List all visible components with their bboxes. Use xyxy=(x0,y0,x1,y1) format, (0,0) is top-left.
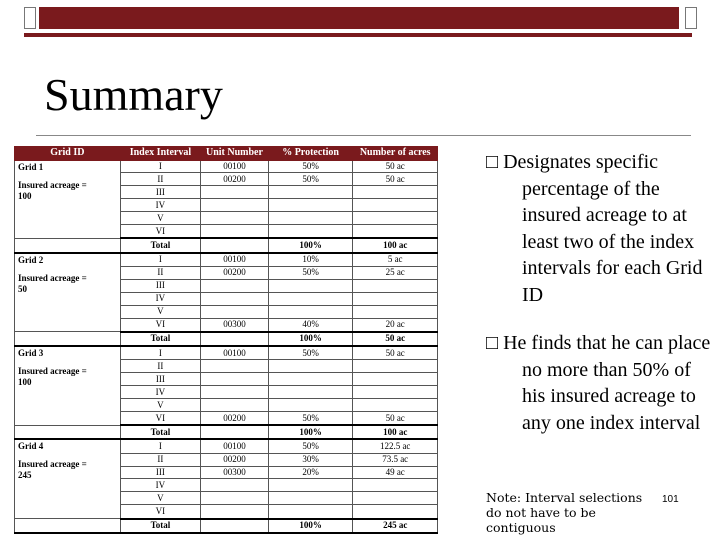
total-acres-cell: 100 ac xyxy=(353,238,438,252)
protection-cell xyxy=(268,279,353,292)
protection-cell xyxy=(268,360,353,373)
acres-cell xyxy=(353,505,438,519)
total-unit-cell xyxy=(201,425,269,439)
total-label-cell: Total xyxy=(120,332,200,346)
total-acres-cell: 100 ac xyxy=(353,425,438,439)
table-row xyxy=(15,439,438,453)
grid-id-blank-cell xyxy=(15,332,121,346)
table-row xyxy=(15,346,438,360)
unit-number-cell: 00100 xyxy=(201,253,269,267)
total-row xyxy=(15,332,438,346)
insured-acreage-value: 245 xyxy=(18,470,32,481)
grid-id-blank-cell xyxy=(15,425,121,439)
acres-cell: 73.5 ac xyxy=(353,453,438,466)
index-interval-cell: II xyxy=(120,453,200,466)
grid-id-blank-cell xyxy=(15,519,121,533)
acres-cell xyxy=(353,212,438,225)
spacer xyxy=(18,452,117,459)
grid-label: Grid 3 xyxy=(18,348,44,359)
acres-cell: 25 ac xyxy=(353,266,438,279)
acres-cell xyxy=(353,292,438,305)
spacer xyxy=(18,266,117,273)
insured-acreage-value: 100 xyxy=(18,377,32,388)
protection-cell xyxy=(268,399,353,412)
header-unit-number: Unit Number xyxy=(201,147,269,161)
header-square-left xyxy=(24,7,36,29)
index-interval-cell: VI xyxy=(120,505,200,519)
protection-cell xyxy=(268,373,353,386)
table-body xyxy=(15,160,438,533)
bullet-marker: □ xyxy=(486,151,504,173)
protection-cell: 30% xyxy=(268,453,353,466)
table-row xyxy=(15,160,438,173)
spacer xyxy=(18,359,117,366)
unit-number-cell xyxy=(201,212,269,225)
index-interval-cell: III xyxy=(120,279,200,292)
unit-number-cell: 00200 xyxy=(201,266,269,279)
total-unit-cell xyxy=(201,332,269,346)
grid-id-cell xyxy=(15,160,121,238)
header-underline xyxy=(24,33,692,37)
total-label-cell: Total xyxy=(120,425,200,439)
grid-label: Grid 1 xyxy=(18,161,44,172)
spacer xyxy=(18,173,117,180)
index-interval-cell: III xyxy=(120,466,200,479)
acres-cell xyxy=(353,386,438,399)
index-interval-cell: VI xyxy=(120,225,200,239)
protection-cell xyxy=(268,386,353,399)
index-interval-cell: IV xyxy=(120,292,200,305)
insured-acreage-label: Insured acreage = xyxy=(18,459,87,470)
acres-cell xyxy=(353,373,438,386)
acres-cell xyxy=(353,199,438,212)
protection-cell: 50% xyxy=(268,346,353,360)
index-interval-cell: V xyxy=(120,305,200,318)
protection-cell: 20% xyxy=(268,466,353,479)
acres-cell: 50 ac xyxy=(353,412,438,426)
unit-number-cell: 00100 xyxy=(201,346,269,360)
total-label-cell: Total xyxy=(120,238,200,252)
total-protection-cell: 100% xyxy=(268,238,353,252)
acres-cell: 49 ac xyxy=(353,466,438,479)
total-acres-cell: 245 ac xyxy=(353,519,438,533)
unit-number-cell xyxy=(201,225,269,239)
unit-number-cell xyxy=(201,479,269,492)
protection-cell: 40% xyxy=(268,318,353,332)
insured-acreage-label: Insured acreage = xyxy=(18,179,87,190)
index-interval-cell: I xyxy=(120,439,200,453)
bullet-list xyxy=(486,149,718,436)
total-protection-cell: 100% xyxy=(268,425,353,439)
protection-cell: 50% xyxy=(268,266,353,279)
acres-cell xyxy=(353,492,438,505)
bullet-item xyxy=(486,149,718,308)
index-interval-cell: III xyxy=(120,373,200,386)
unit-number-cell xyxy=(201,279,269,292)
index-interval-cell: II xyxy=(120,266,200,279)
title-divider xyxy=(36,135,691,136)
index-interval-cell: I xyxy=(120,346,200,360)
index-interval-cell: I xyxy=(120,160,200,173)
protection-cell xyxy=(268,305,353,318)
index-interval-cell: VI xyxy=(120,318,200,332)
acres-cell xyxy=(353,360,438,373)
unit-number-cell xyxy=(201,399,269,412)
total-protection-cell: 100% xyxy=(268,332,353,346)
slide-title: Summary xyxy=(44,69,223,120)
protection-cell xyxy=(268,186,353,199)
index-interval-cell: V xyxy=(120,399,200,412)
header-protection: % Protection xyxy=(268,147,353,161)
index-interval-cell: IV xyxy=(120,386,200,399)
unit-number-cell: 00100 xyxy=(201,160,269,173)
unit-number-cell xyxy=(201,186,269,199)
index-interval-cell: V xyxy=(120,492,200,505)
unit-number-cell: 00200 xyxy=(201,173,269,186)
protection-cell: 50% xyxy=(268,173,353,186)
protection-cell: 50% xyxy=(268,439,353,453)
insured-acreage-value: 100 xyxy=(18,190,32,201)
table-row xyxy=(15,253,438,267)
unit-number-cell: 00300 xyxy=(201,466,269,479)
protection-cell xyxy=(268,479,353,492)
total-row xyxy=(15,238,438,252)
page-number: 101 xyxy=(662,494,679,505)
insured-acreage-value: 50 xyxy=(18,283,27,294)
insured-acreage-label: Insured acreage = xyxy=(18,366,87,377)
unit-number-cell xyxy=(201,386,269,399)
total-acres-cell: 50 ac xyxy=(353,332,438,346)
total-row xyxy=(15,519,438,533)
total-unit-cell xyxy=(201,238,269,252)
protection-cell: 10% xyxy=(268,253,353,267)
protection-cell xyxy=(268,492,353,505)
grid-id-cell xyxy=(15,439,121,518)
acres-cell xyxy=(353,279,438,292)
protection-cell: 50% xyxy=(268,160,353,173)
protection-cell xyxy=(268,225,353,239)
unit-number-cell: 00200 xyxy=(201,412,269,426)
protection-cell: 50% xyxy=(268,412,353,426)
acres-cell: 5 ac xyxy=(353,253,438,267)
grid-id-cell xyxy=(15,346,121,425)
protection-cell xyxy=(268,292,353,305)
unit-number-cell xyxy=(201,373,269,386)
footnote: Note: Interval selections do not have to be contiguous xyxy=(486,490,643,535)
header-grid-id: Grid ID xyxy=(15,147,121,161)
acres-cell xyxy=(353,186,438,199)
index-interval-cell: II xyxy=(120,173,200,186)
unit-number-cell xyxy=(201,505,269,519)
index-interval-cell: IV xyxy=(120,479,200,492)
grid-id-cell xyxy=(15,253,121,332)
index-interval-cell: III xyxy=(120,186,200,199)
unit-number-cell xyxy=(201,199,269,212)
index-interval-cell: V xyxy=(120,212,200,225)
grid-label: Grid 4 xyxy=(18,441,44,452)
total-label-cell: Total xyxy=(120,519,200,533)
summary-table-container xyxy=(14,146,438,534)
index-interval-cell: VI xyxy=(120,412,200,426)
protection-cell xyxy=(268,212,353,225)
bullet-marker: □ xyxy=(486,332,504,354)
index-interval-cell: II xyxy=(120,360,200,373)
acres-cell: 50 ac xyxy=(353,173,438,186)
total-row xyxy=(15,425,438,439)
acres-cell xyxy=(353,225,438,239)
unit-number-cell xyxy=(201,292,269,305)
insured-acreage-label: Insured acreage = xyxy=(18,272,87,283)
bullet-item xyxy=(486,330,718,436)
grid-label: Grid 2 xyxy=(18,254,44,265)
acres-cell xyxy=(353,479,438,492)
index-interval-cell: I xyxy=(120,253,200,267)
total-unit-cell xyxy=(201,519,269,533)
summary-table xyxy=(14,146,438,534)
acres-cell: 50 ac xyxy=(353,346,438,360)
total-protection-cell: 100% xyxy=(268,519,353,533)
unit-number-cell xyxy=(201,360,269,373)
header-bar xyxy=(39,7,679,29)
unit-number-cell: 00300 xyxy=(201,318,269,332)
acres-cell: 20 ac xyxy=(353,318,438,332)
acres-cell: 122.5 ac xyxy=(353,439,438,453)
unit-number-cell: 00200 xyxy=(201,453,269,466)
grid-id-blank-cell xyxy=(15,238,121,252)
unit-number-cell xyxy=(201,305,269,318)
unit-number-cell: 00100 xyxy=(201,439,269,453)
unit-number-cell xyxy=(201,492,269,505)
protection-cell xyxy=(268,199,353,212)
acres-cell xyxy=(353,305,438,318)
index-interval-cell: IV xyxy=(120,199,200,212)
bullet-text: He finds that he can place no more than 50% of his insured acreage to any one index interval xyxy=(503,332,711,434)
header-square-right xyxy=(685,7,697,29)
header-number-of-acres: Number of acres xyxy=(353,147,438,161)
bullet-text: Designates specific percentage of the insured acreage to at least two of the index intervals for each Grid ID xyxy=(503,151,703,306)
header-index-interval: Index Interval xyxy=(120,147,200,161)
acres-cell: 50 ac xyxy=(353,160,438,173)
protection-cell xyxy=(268,505,353,519)
acres-cell xyxy=(353,399,438,412)
